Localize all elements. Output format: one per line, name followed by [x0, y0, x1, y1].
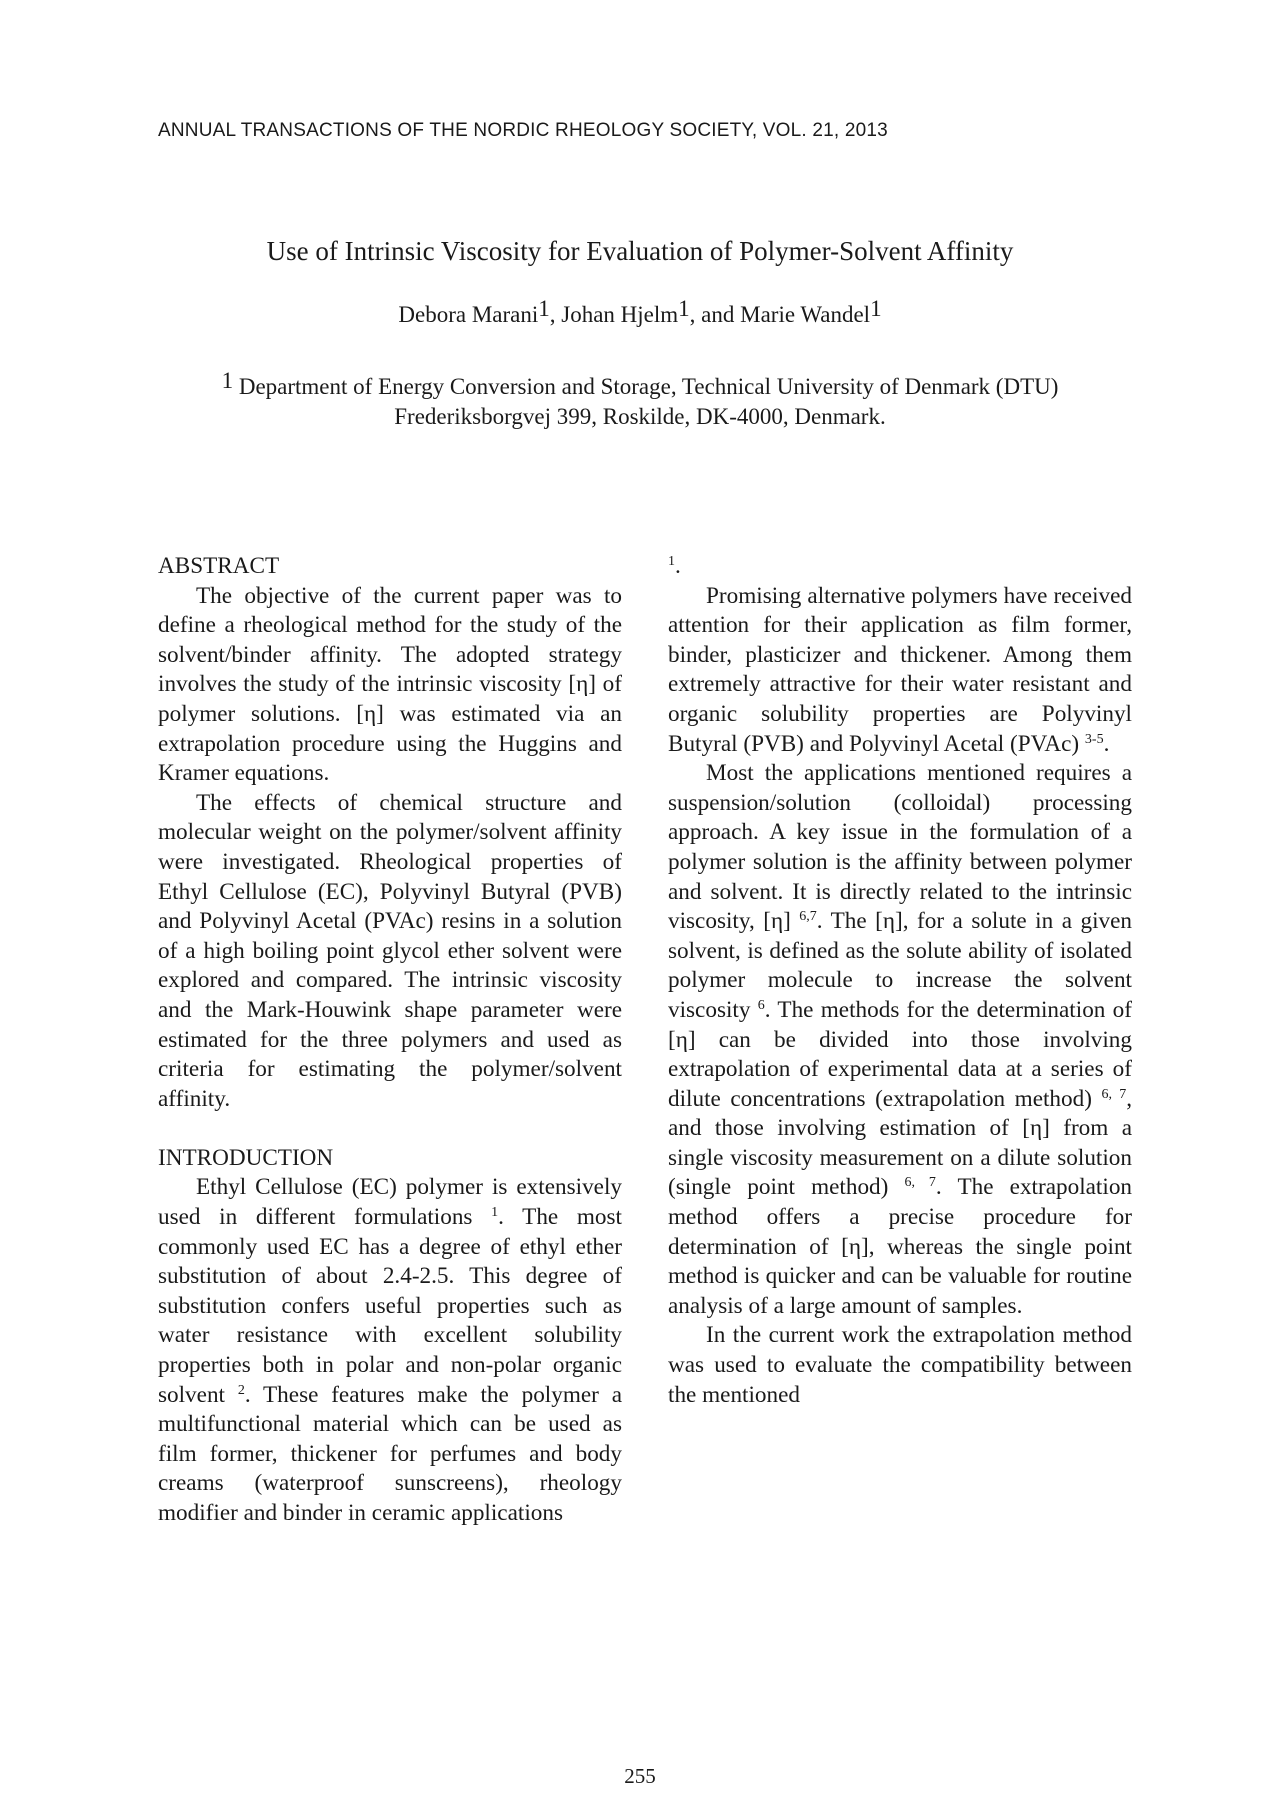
intro-p2-text: Promising alternative polymers have received attention for their application as film former, binder, plasticizer and thickener. Among them extremely attractive for their water resistant and organic solubility properties are Polyvinyl Butyral (PVB) and Polyvinyl Acetal (PVAc) — [668, 582, 1132, 757]
intro-paragraph-2 — [668, 582, 1132, 760]
intro-p1-text: . — [675, 553, 681, 579]
author-name: Johan Hjelm — [561, 302, 679, 327]
introduction-heading: INTRODUCTION — [158, 1144, 334, 1171]
author-name: Marie Wandel — [740, 302, 871, 327]
abstract-paragraph-2: The effects of chemical structure and molecular weight on the polymer/solvent affinity were investigated. Rheological properties of Ethyl Cellulose (EC), Polyvinyl Butyral (PVB) and Polyvinyl Acetal (PVAc) resins in a solution of a high boiling point glycol ether solvent were explored and compared. The intrinsic viscosity and the Mark-Houwink shape parameter were estimated for the three polymers and used as criteria for estimating the polymer/solvent affinity. — [158, 789, 622, 1112]
author-affiliation-mark: 1 — [870, 296, 882, 321]
intro-p3-text: Most the applications mentioned requires a suspension/solution (colloidal) processing approach. A key issue in the formulation of a polymer solution is the affinity between polymer and solvent. It is directly related to the intrinsic viscosity, [η] — [668, 760, 1132, 935]
abstract-heading: ABSTRACT — [158, 553, 280, 579]
abstract-paragraph-1: The objective of the current paper was to define a rheological method for the study of the solvent/binder affinity. The adopted strategy involves the study of the intrinsic viscosity [η] of polymer solutions. [η] was estimated via an extrapolation procedure using the Huggins and Kramer equations. — [158, 582, 622, 787]
intro-paragraph-1 — [158, 1173, 622, 1528]
intro-p1-text: . These features make the polymer a multifunctional material which can be used as film former, thickener for perfumes and body creams (waterproof sunscreens), rheology modifier and binder in ceramic applications — [158, 1381, 622, 1526]
journal-header: ANNUAL TRANSACTIONS OF THE NORDIC RHEOLOGY SOCIETY, VOL. 21, 2013 — [158, 120, 888, 141]
affiliation-line-1 — [0, 368, 1280, 402]
author-separator: , — [549, 302, 562, 327]
intro-p2-text: . — [1103, 730, 1110, 757]
intro-paragraph-4: In the current work the extrapolation method was used to evaluate the compatibility between the mentioned — [668, 1322, 1132, 1408]
section-gap — [158, 1114, 622, 1144]
citation: 1 — [668, 554, 675, 569]
author-affiliation-mark: 1 — [538, 296, 550, 321]
author-list — [0, 296, 1280, 328]
citation: 6 — [757, 997, 765, 1013]
paper-title: Use of Intrinsic Viscosity for Evaluation of Polymer-Solvent Affinity — [266, 236, 1014, 266]
citation: 1 — [491, 1205, 499, 1221]
author-affiliation-mark: 1 — [678, 296, 690, 321]
citation: 2 — [237, 1382, 245, 1398]
citation: 6,7 — [799, 909, 817, 925]
affiliation-mark: 1 — [221, 368, 234, 393]
author-separator: , and — [689, 302, 741, 327]
affiliation — [0, 368, 1280, 432]
intro-p1-text: Ethyl Cellulose (EC) polymer is extensively used in different formulations — [158, 1174, 622, 1231]
intro-p3-text: . The extrapolation method offers a precise procedure for determination of [η], whereas the single point method is quicker and can be valuable for routine analysis of a large amount of samples. — [668, 1174, 1133, 1319]
affiliation-department: Department of Energy Conversion and Storage, Technical University of Denmark (DTU) — [233, 374, 1059, 399]
intro-p1-text: . The most commonly used EC has a degree of ethyl ether substitution of about 2.4-2.5. This degree of substitution confers useful properties such as water resistance with excellent solubility properties both in polar and non-polar organic solvent — [158, 1204, 622, 1408]
left-column — [158, 552, 622, 1529]
affiliation-address: Frederiksborgvej 399, Roskilde, DK-4000, Denmark. — [394, 404, 886, 429]
citation: 3-5 — [1084, 731, 1104, 747]
intro-paragraph-3 — [668, 759, 1132, 1321]
intro-p3-text: . The [η], for a solute in a given solvent, is defined as the solute ability of isolated polymer molecule to increase the solvent viscosity — [668, 908, 1132, 1023]
page-number: 255 — [624, 1764, 656, 1788]
intro-p3-text: , and those involving estimation of [η] from a single viscosity measurement on a dilute solution (single point method) — [668, 1085, 1132, 1201]
intro-paragraph-1-continued — [668, 552, 1132, 582]
citation: 6, 7 — [904, 1175, 936, 1191]
right-column — [668, 552, 1132, 1410]
intro-p3-text: . The methods for the determination of [η] can be divided into those involving extrapolation of experimental data at a series of dilute concentrations (extrapolation method) — [668, 996, 1132, 1112]
citation: 6, 7 — [1101, 1086, 1127, 1102]
author-name: Debora Marani — [398, 302, 539, 327]
